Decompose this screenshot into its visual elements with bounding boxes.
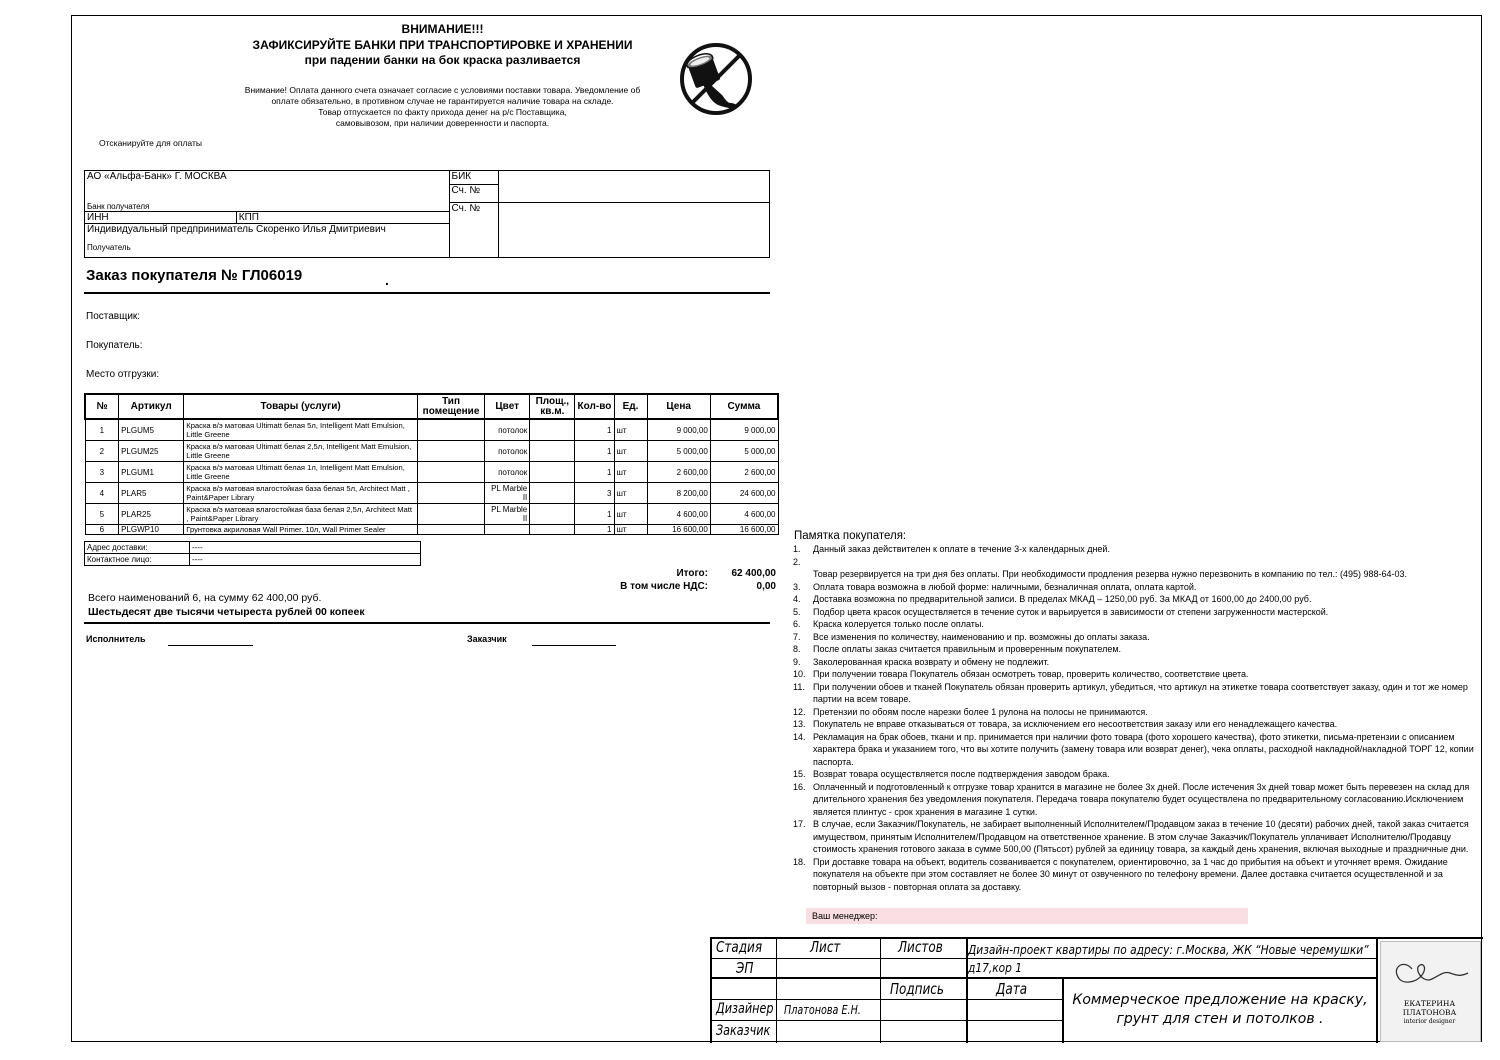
list-item: [793, 581, 1475, 594]
table-row: [85, 504, 778, 525]
col-sum: Сумма: [710, 394, 778, 419]
list-item: [793, 731, 1475, 769]
kpp-label: КПП: [236, 211, 449, 223]
row-area: [530, 419, 575, 441]
list-item: [793, 593, 1475, 606]
item-number: 1.: [793, 544, 801, 554]
col-number: №: [85, 394, 119, 419]
col-sku: Артикул: [119, 394, 184, 419]
account-label-2: Сч. №: [449, 203, 499, 258]
row-sku: PLGUM5: [119, 419, 184, 441]
contact-label: Контактное лицо:: [85, 554, 190, 566]
project-title: Дизайн-проект квартиры по адресу: г.Москва, ЖК “Новые черемушки” д17,кор 1: [968, 942, 1369, 975]
item-text: Рекламация на брак обоев, ткани и пр. принимается при наличии фото товара (фото хорошего качества), фото этикетки, письма-претензии с описанием характера брака и указанием того, что вы хотите получить (замену товара или возврат денег), чека оплаты, расходной накладной/накладной ТОРГ 12, копии паспорта.: [813, 731, 1474, 767]
item-number: 9.: [793, 656, 801, 667]
item-number: 2.: [793, 556, 801, 567]
row-area: [530, 504, 575, 525]
table-row: [85, 462, 778, 483]
item-number: 7.: [793, 631, 801, 642]
bank-details-table: [84, 170, 770, 258]
notice-line: оплате обязательно, в противном случае не гарантируется наличие товара на складе.: [271, 96, 614, 106]
account-label: Сч. №: [449, 185, 499, 203]
supplier-label: Поставщик:: [86, 311, 141, 322]
row-color: [485, 525, 530, 535]
item-text: После оплаты заказ считается правильным и проверенным покупателем.: [813, 644, 1122, 654]
stage-label: Стадия: [716, 938, 763, 956]
col-color: Цвет: [485, 394, 530, 419]
table-row: [85, 483, 778, 504]
item-text: Возврат товара осуществляется после подтверждения заводом брака.: [813, 769, 1110, 779]
bank-name-cell: [85, 171, 450, 203]
row-sum: 5 000,00: [710, 441, 778, 462]
bank-name: АО «Альфа-Банк» Г. МОСКВА: [87, 171, 227, 182]
manager-field: [806, 908, 1248, 924]
notice-line: Товар отпускается по факту прихода денег на р/с Поставщика,: [318, 107, 567, 117]
item-text: Товар резервируется на три дня без оплаты. При необходимости продления резерва нужно перезвонить в компанию по тел.: (495) 988-64-03.: [813, 569, 1407, 579]
recipient-name: Индивидуальный предприниматель Скоренко Илья Дмитриевич: [87, 223, 386, 235]
row-sum: 9 000,00: [710, 419, 778, 441]
list-item: [793, 706, 1475, 719]
customer-label: Заказчик: [467, 634, 507, 644]
row-name: Краска в/э матовая влагостойкая база белая 2,5л, Architect Matt , Paint&Paper Library: [184, 504, 418, 525]
list-item: [793, 768, 1475, 781]
warning-line-2: ЗАФИКСИРУЙТЕ БАНКИ ПРИ ТРАНСПОРТИРОВКЕ И ХРАНЕНИИ: [252, 38, 633, 52]
row-unit: шт: [614, 504, 647, 525]
row-sku: PLGUM25: [119, 441, 184, 462]
item-number: 13.: [793, 719, 806, 729]
item-text: Краска колеруется только после оплаты.: [813, 619, 984, 629]
recipient-cell: [85, 223, 450, 257]
row-room: [417, 419, 484, 441]
notice-line: самовывозом, при наличии доверенности и паспорта.: [335, 118, 550, 128]
list-item: [793, 631, 1475, 644]
row-name: Грунтовка акриловая Wall Primer. 10л, Wall Primer Sealer: [184, 525, 418, 535]
bik-label: БИК: [449, 171, 499, 185]
row-number: 3: [85, 462, 119, 483]
manager-label: Ваш менеджер:: [812, 911, 878, 921]
recipient-label: Получатель: [87, 242, 131, 252]
row-name: Краска в/э матовая Ultimatt белая 5л, Intelligent Matt Emulsion, Little Greene: [184, 419, 418, 441]
row-color: PL Marble II: [485, 483, 530, 504]
item-text: Покупатель не вправе отказываться от товара, за исключением его несоответствия заказу или его ненадлежащего качества.: [813, 719, 1338, 729]
list-item: [793, 643, 1475, 656]
executor-signature-line: [168, 645, 253, 646]
col-room-type: Тип помещение: [417, 394, 484, 419]
logo-text: [1380, 999, 1479, 1026]
address-label: Адрес доставки:: [85, 542, 190, 554]
goods-table: [84, 393, 779, 535]
item-text: В случае, если Заказчик/Покупатель, не забирает выполненный Исполнителем/Продавцом заказ в течение 10 (десяти) рабочих дней, такой заказ считается имуществом, принятым Исполнителем/Продавцом на ответственное хранение. В этом случае Заказчик/Покупатель уплачивает Исполнителю/Продавцу стоимость хранения готового заказа в сумме 500,00 (Пятьсот) рублей за единицу товара, за каждый день хранения, включая выходные и праздничные дни.: [813, 819, 1469, 854]
summary-block: [88, 591, 365, 619]
table-row: [85, 441, 778, 462]
memo-list: [793, 543, 1475, 893]
row-color: потолок: [485, 441, 530, 462]
row-area: [530, 483, 575, 504]
row-name: Краска в/э матовая Ultimatt белая 1л, Intelligent Matt Emulsion, Little Greene: [184, 462, 418, 483]
item-text: При получении обоев и тканей Покупатель обязан проверить артикул, убедиться, что артикул на этикетке товара соответствует заказу, один и тот же номер партии на всем товаре.: [813, 681, 1468, 704]
row-number: 1: [85, 419, 119, 441]
row-sum: 16 600,00: [710, 525, 778, 535]
designer-name: Платонова Е.Н.: [784, 1003, 861, 1017]
signature-icon: [1390, 953, 1474, 995]
item-text: Данный заказ действителен к оплате в течение 3-х календарных дней.: [813, 544, 1110, 554]
sum-in-words: Шестьдесят две тысячи четыреста рублей 00 копеек: [88, 606, 365, 618]
shipping-label: Место отгрузки:: [86, 369, 160, 380]
col-qty: Кол-во: [575, 394, 614, 419]
address-value: ----: [190, 542, 421, 554]
row-area: [530, 462, 575, 483]
row-room: [417, 441, 484, 462]
row-price: 9 000,00: [647, 419, 710, 441]
row-number: 6: [85, 525, 119, 535]
table-row: [85, 525, 778, 535]
row-sku: PLAR25: [119, 504, 184, 525]
total-label: Итого:: [676, 568, 708, 579]
document-title: Коммерческое предложение на краску, грунт для стен и потолков .: [1072, 992, 1368, 1027]
notice-line: Внимание! Оплата данного счета означает согласие с условиями поставки товара. Уведомление об: [244, 85, 641, 95]
title-block: [710, 937, 1483, 1043]
row-unit: шт: [614, 483, 647, 504]
bik-value: [499, 171, 770, 203]
row-sum: 4 600,00: [710, 504, 778, 525]
item-text: Все изменения по количеству, наименованию и пр. возможны до оплаты заказа.: [813, 631, 1150, 642]
list-item: [793, 668, 1475, 681]
item-number: 12.: [793, 706, 806, 717]
no-tilting-can-icon: [670, 42, 762, 116]
row-price: 8 200,00: [647, 483, 710, 504]
item-text: Претензии по обоям после нарезки более 1 рулона на полосы не принимаются.: [813, 706, 1148, 717]
item-text: При получении товара Покупатель обязан осмотреть товар, проверить количество, соответствие цвета.: [813, 669, 1249, 679]
warning-line-3: при падении банки на бок краска разливается: [304, 53, 581, 67]
row-qty: 1: [575, 441, 614, 462]
vat-label: В том числе НДС:: [620, 581, 708, 592]
col-goods: Товары (услуги): [184, 394, 418, 419]
list-item: [793, 781, 1475, 819]
summary-rule: [84, 622, 770, 624]
row-room: [417, 483, 484, 504]
list-item: [793, 818, 1475, 856]
item-number: 14.: [793, 731, 806, 742]
item-number: 6.: [793, 619, 801, 629]
row-room: [417, 462, 484, 483]
recipient-bank-label: Банк получателя: [85, 203, 450, 212]
row-qty: 1: [575, 504, 614, 525]
order-dot: .: [385, 272, 389, 288]
logo-name-2: ПЛАТОНОВА: [1402, 1008, 1457, 1017]
executor-label: Исполнитель: [86, 634, 146, 644]
row-sum: 24 600,00: [710, 483, 778, 504]
logo-name-1: ЕКАТЕРИНА: [1403, 999, 1456, 1008]
payment-notice: [230, 85, 655, 129]
row-price: 16 600,00: [647, 525, 710, 535]
warning-line-1: ВНИМАНИЕ!!!: [401, 22, 484, 36]
item-number: 8.: [793, 644, 801, 654]
row-number: 4: [85, 483, 119, 504]
row-color: потолок: [485, 462, 530, 483]
list-item: [793, 718, 1475, 731]
item-number: 11.: [793, 681, 805, 692]
signature-label: Подпись: [890, 980, 944, 998]
list-item: [793, 606, 1475, 619]
col-price: Цена: [647, 394, 710, 419]
row-unit: шт: [614, 462, 647, 483]
row-qty: 1: [575, 419, 614, 441]
item-number: 15.: [793, 769, 806, 779]
row-unit: шт: [614, 419, 647, 441]
row-unit: шт: [614, 525, 647, 535]
delivery-table: [84, 541, 421, 566]
row-room: [417, 504, 484, 525]
item-text: Доставка возможна по предварительной записи. В пределах МКАД – 1250,00 руб. За МКАД от 1600,00 до 2400,00 руб.: [813, 594, 1312, 604]
contact-value: ----: [190, 554, 421, 566]
row-color: потолок: [485, 419, 530, 441]
col-area: Площ., кв.м.: [530, 394, 575, 419]
goods-header-row: [85, 394, 778, 419]
item-number: 5.: [793, 606, 801, 617]
row-sku: PLGUM1: [119, 462, 184, 483]
item-text: Заколерованная краска возврату и обмену не подлежит.: [813, 656, 1050, 667]
row-color: PL Marble II: [485, 504, 530, 525]
item-number: 16.: [793, 781, 806, 792]
row-sum: 2 600,00: [710, 462, 778, 483]
list-item: [793, 656, 1475, 669]
col-unit: Ед.: [614, 394, 647, 419]
memo-title: Памятка покупателя:: [794, 530, 907, 542]
stage-value: ЭП: [736, 959, 754, 977]
row-number: 2: [85, 441, 119, 462]
list-item: [793, 568, 1475, 581]
list-item: [793, 681, 1475, 706]
item-text: При доставке товара на объект, водитель созванивается с покупателем, ориентировочно, за 1 час до прибытия на объект и уточняет время. Ожидание покупателя на объекте при этом составляет не более 30 минут от озвученного по телефону времени. Далее доставка считается осуществленной и за повторный вызов - повторная оплата за доставку.: [813, 856, 1448, 892]
row-name: Краска в/э матовая Ultimatt белая 2,5л, Intelligent Matt Emulsion, Little Greene: [184, 441, 418, 462]
warning-header: [230, 21, 655, 53]
row-area: [530, 525, 575, 535]
inn-label: ИНН: [85, 211, 237, 223]
scan-label: Отсканируйте для оплаты: [99, 138, 202, 148]
row-room: [417, 525, 484, 535]
row-unit: шт: [614, 441, 647, 462]
item-text: Подбор цвета красок осуществляется в течение суток и варьируется в зависимости от степени загруженности мастерской.: [813, 606, 1329, 617]
logo-subtitle: interior designer: [1403, 1018, 1456, 1025]
customer-stamp-label: Заказчик: [716, 1023, 771, 1039]
vat-value: 0,00: [756, 581, 776, 592]
item-number: 3.: [793, 581, 801, 592]
list-item: [793, 618, 1475, 631]
item-text: Оплаченный и подготовленный к отгрузке товар хранится в магазине не более 3х дней. После истечения 3х дней товар может быть перевезен на склад для длительного хранения без уведомления покупателя. Передача товара покупателю будет осуществлена по предварительному согласованию.Исключением является плинтус - срок хранения в магазине 1 сутки.: [813, 781, 1470, 817]
row-price: 5 000,00: [647, 441, 710, 462]
list-item: [793, 856, 1475, 894]
item-number: 4.: [793, 594, 801, 604]
row-qty: 1: [575, 462, 614, 483]
items-count-line: Всего наименований 6, на сумму 62 400,00 руб.: [88, 592, 322, 604]
customer-signature-line: [532, 645, 616, 646]
account-value: [499, 203, 770, 258]
designer-logo: [1378, 939, 1483, 1043]
row-price: 2 600,00: [647, 462, 710, 483]
designer-label: Дизайнер: [716, 1001, 774, 1017]
sheet-label: Лист: [810, 938, 841, 956]
row-name: Краска в/э матовая влагостойкая база белая 5л, Architect Matt , Paint&Paper Library: [184, 483, 418, 504]
row-qty: 3: [575, 483, 614, 504]
title-rule: [84, 292, 770, 294]
row-area: [530, 441, 575, 462]
buyer-label: Покупатель:: [86, 340, 143, 351]
row-sku: PLAR5: [119, 483, 184, 504]
item-number: 17.: [793, 819, 806, 829]
row-sku: PLGWP10: [119, 525, 184, 535]
item-number: 18.: [793, 856, 806, 867]
total-value: 62 400,00: [731, 568, 776, 579]
order-title: Заказ покупателя № ГЛ06019: [86, 267, 303, 284]
list-item: [793, 556, 1475, 569]
sheets-label: Листов: [898, 938, 943, 956]
row-number: 5: [85, 504, 119, 525]
list-item: [793, 543, 1475, 556]
row-price: 4 600,00: [647, 504, 710, 525]
date-label: Дата: [996, 980, 1028, 998]
row-qty: 1: [575, 525, 614, 535]
totals-block: [560, 567, 776, 593]
item-number: 10.: [793, 669, 806, 679]
table-row: [85, 419, 778, 441]
item-text: Оплата товара возможна в любой форме: наличными, безналичная оплата, оплата картой.: [813, 581, 1197, 592]
